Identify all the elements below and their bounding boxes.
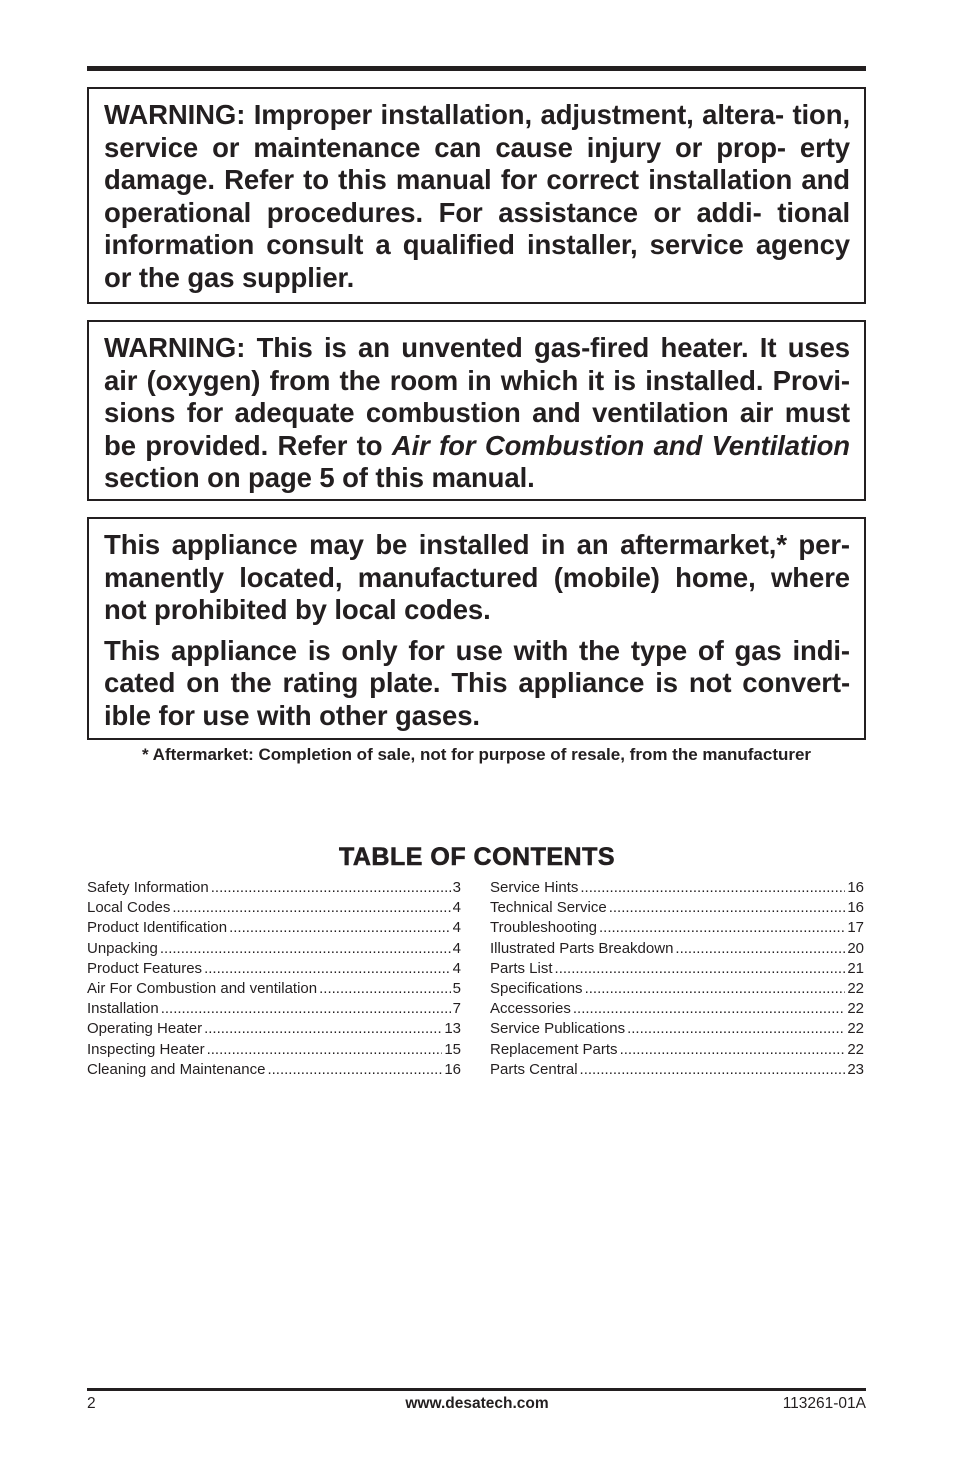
toc-entry-label: Inspecting Heater	[87, 1040, 205, 1058]
toc-entry-page: 5	[452, 979, 461, 997]
toc-entry-page: 16	[444, 1060, 461, 1078]
toc-entry[interactable]	[87, 1060, 461, 1080]
toc-leader-dots	[267, 1060, 442, 1080]
toc-entry-label: Unpacking	[87, 939, 158, 957]
toc-leader-dots	[620, 1040, 846, 1060]
toc-entry-label: Technical Service	[490, 899, 607, 917]
toc-entry-label: Operating Heater	[87, 1020, 203, 1038]
toc-entry[interactable]	[87, 959, 461, 979]
toc-entry-label: Air For Combustion and ventilation	[87, 979, 318, 997]
toc-entry[interactable]	[490, 1019, 864, 1039]
toc-entry-label: Local Codes	[87, 899, 171, 917]
toc-entry-page: 4	[452, 919, 461, 937]
toc-leader-dots	[675, 939, 845, 959]
toc-entry[interactable]	[87, 1019, 461, 1039]
toc-entry[interactable]	[490, 979, 864, 999]
toc-leader-dots	[207, 1040, 443, 1060]
toc-leader-dots	[319, 979, 451, 999]
toc-title: TABLE OF CONTENTS	[338, 843, 616, 871]
toc-entry-page: 23	[847, 1060, 864, 1078]
toc-entry[interactable]	[490, 878, 864, 898]
toc-entry-page: 4	[452, 939, 461, 957]
toc-entry-label: Product Features	[87, 959, 203, 977]
warning-installation-text: WARNING: Improper installation, adjustment, altera- tion, service or maintenance can cause injury or prop- erty damage. Refer to this manual for correct installation and operational procedures. For assistance or addi- tional information consult a qualified installer, service agency or the gas supplier.	[104, 99, 850, 293]
notice-aftermarket-text: This appliance may be installed in an aftermarket,* per- manently located, manufactured (mobile) home, where not prohibited by local codes.	[104, 529, 850, 626]
aftermarket-footnote: * Aftermarket: Completion of sale, not for purpose of resale, from the manufacturer	[141, 745, 812, 764]
toc-entry-page: 16	[847, 879, 864, 896]
page-number: 2	[87, 1395, 96, 1412]
toc-entry[interactable]	[490, 999, 864, 1019]
toc-entry-label: Parts Central	[490, 1060, 578, 1078]
warning-unvented-reference: Air for Combustion and Ventilation	[391, 429, 850, 461]
toc-entry-label: Illustrated Parts Breakdown	[490, 939, 674, 957]
toc-entry-page: 13	[444, 1020, 461, 1038]
toc-entry[interactable]	[87, 898, 461, 918]
toc-leader-dots	[580, 878, 845, 898]
bottom-rule	[87, 1388, 866, 1391]
toc-entry-label: Troubleshooting	[490, 919, 598, 937]
toc-leader-dots	[609, 898, 846, 918]
top-rule	[87, 66, 866, 71]
toc-entry-label: Product Identification	[87, 919, 228, 937]
website-link[interactable]: www.desatech.com	[405, 1395, 549, 1412]
toc-leader-dots	[211, 878, 451, 898]
toc-entry[interactable]	[87, 878, 461, 898]
toc-leader-dots	[161, 999, 451, 1019]
toc-entry-label: Installation	[87, 1000, 159, 1018]
toc-leader-dots	[585, 979, 846, 999]
toc-entry-page: 15	[444, 1040, 461, 1058]
toc-entry-label: Service Hints	[490, 879, 579, 896]
toc-entry-label: Safety Information	[87, 879, 209, 896]
toc-entry[interactable]	[490, 1060, 864, 1080]
toc-entry-page: 20	[847, 939, 864, 957]
toc-leader-dots	[229, 918, 451, 938]
toc-leader-dots	[580, 1060, 846, 1080]
toc-entry[interactable]	[87, 918, 461, 938]
toc-entry-page: 22	[847, 1020, 864, 1038]
toc-entry[interactable]	[490, 1040, 864, 1060]
toc-entry[interactable]	[490, 898, 864, 918]
toc-entry[interactable]	[490, 918, 864, 938]
warning-unvented-text	[104, 332, 850, 495]
toc-entry-page: 3	[452, 879, 461, 896]
toc-entry-page: 4	[452, 959, 461, 977]
toc-entry[interactable]	[490, 939, 864, 959]
toc-leader-dots	[599, 918, 845, 938]
toc-leader-dots	[172, 898, 450, 918]
toc-entry-label: Cleaning and Maintenance	[87, 1060, 266, 1078]
toc-right-column	[490, 878, 864, 1080]
toc-entry-label: Parts List	[490, 959, 553, 977]
document-code: 113261-01A	[782, 1395, 866, 1412]
toc-entry-page: 22	[847, 1040, 864, 1058]
toc-leader-dots	[204, 1019, 442, 1039]
toc-entry-label: Accessories	[490, 1000, 571, 1018]
toc-entry-page: 7	[452, 1000, 461, 1018]
toc-entry-page: 22	[847, 979, 864, 997]
toc-entry-page: 21	[847, 959, 864, 977]
notice-gas-type-text: This appliance is only for use with the type of gas indi- cated on the rating plate. This appliance is not convert- ible for use with other gases.	[104, 634, 850, 731]
toc-entry-label: Specifications	[490, 979, 583, 997]
warning-unvented-text-start: WARNING: This is an unvented gas-fired heater. It uses air (oxygen) from the room in which it is installed. Provi- sions for adequate combustion and ventilation air must be provided. Refer to	[104, 332, 850, 461]
toc-entry[interactable]	[87, 1040, 461, 1060]
toc-entry-page: 4	[452, 899, 461, 917]
warning-box-installation	[87, 87, 866, 304]
toc-leader-dots	[160, 939, 451, 959]
toc-entry-label: Replacement Parts	[490, 1040, 618, 1058]
toc-entry-label: Service Publications	[490, 1020, 626, 1038]
toc-leader-dots	[204, 959, 451, 979]
toc-entry[interactable]	[87, 979, 461, 999]
toc-leader-dots	[627, 1019, 845, 1039]
notice-box-appliance	[87, 517, 866, 740]
toc-left-column	[87, 878, 461, 1080]
toc-leader-dots	[573, 999, 845, 1019]
toc-entry[interactable]	[87, 999, 461, 1019]
toc-entry-page: 22	[847, 1000, 864, 1018]
toc-leader-dots	[555, 959, 846, 979]
warning-box-unvented	[87, 320, 866, 501]
toc-entry[interactable]	[490, 959, 864, 979]
warning-unvented-text-end: section on page 5 of this manual.	[104, 462, 535, 494]
toc-entry-page: 17	[847, 919, 864, 937]
toc-entry-page: 16	[847, 899, 864, 917]
toc-entry[interactable]	[87, 939, 461, 959]
